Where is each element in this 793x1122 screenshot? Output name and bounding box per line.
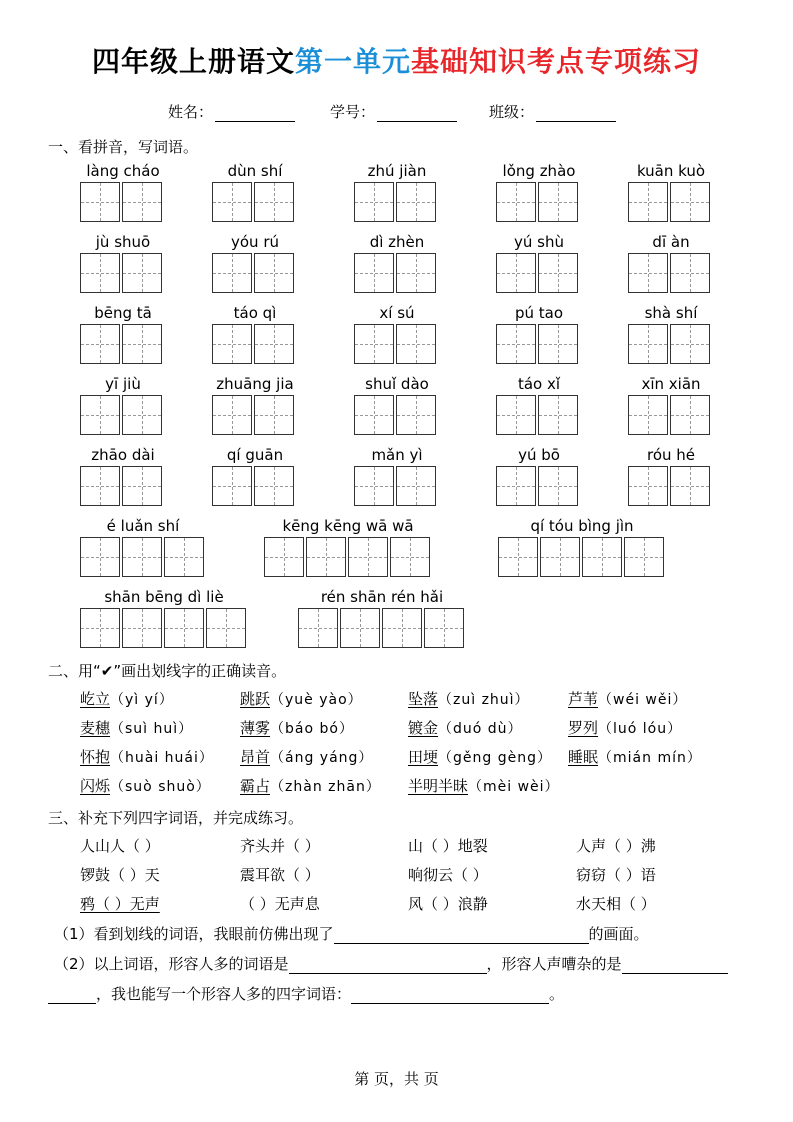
pronunciation-item[interactable] — [408, 688, 530, 709]
pinyin-label: bēng tā — [94, 304, 152, 322]
underlined-word: 霸占 — [240, 777, 271, 795]
pinyin-options[interactable]: （wéi wěi） — [598, 692, 688, 708]
idiom-item[interactable]: 水天相（ ） — [576, 895, 656, 913]
pronunciation-item[interactable] — [80, 775, 211, 796]
underlined-word: 芦苇 — [568, 690, 599, 708]
pinyin-label: zhú jiàn — [367, 162, 427, 180]
writing-box[interactable] — [496, 253, 536, 293]
writing-box[interactable] — [496, 395, 536, 435]
pinyin-label: shān bēng dì liè — [104, 588, 224, 606]
writing-box[interactable] — [624, 537, 664, 577]
writing-boxes[interactable] — [354, 466, 438, 506]
writing-boxes[interactable] — [628, 253, 712, 293]
writing-box[interactable] — [80, 537, 120, 577]
writing-box[interactable] — [628, 253, 668, 293]
underlined-word: 屹立 — [80, 690, 111, 708]
pronunciation-item[interactable] — [568, 717, 682, 738]
pronunciation-item[interactable] — [568, 688, 687, 709]
writing-boxes[interactable] — [354, 253, 438, 293]
writing-box[interactable] — [212, 182, 252, 222]
writing-box[interactable] — [254, 253, 294, 293]
pinyin-label: kēng kēng wā wā — [282, 517, 414, 535]
writing-box[interactable] — [254, 182, 294, 222]
writing-box[interactable] — [122, 537, 162, 577]
writing-box[interactable] — [122, 466, 162, 506]
writing-box[interactable] — [538, 324, 578, 364]
pinyin-label: dī àn — [652, 233, 690, 251]
answer-blank[interactable] — [351, 987, 549, 1004]
idiom-item[interactable]: （ ）无声息 — [240, 895, 320, 913]
writing-boxes[interactable] — [354, 182, 438, 222]
pronunciation-item[interactable] — [568, 746, 702, 767]
answer-blank[interactable] — [334, 927, 589, 944]
writing-boxes[interactable] — [496, 324, 580, 364]
underlined-word: 睡眠 — [568, 748, 599, 766]
underlined-word: 罗列 — [568, 719, 599, 737]
writing-box[interactable] — [340, 608, 380, 648]
section1-heading: 一、看拼音，写词语。 — [48, 138, 199, 156]
page-footer: 第 页，共 页 — [354, 1070, 439, 1088]
writing-boxes[interactable] — [628, 395, 712, 435]
writing-box[interactable] — [306, 537, 346, 577]
writing-boxes[interactable] — [498, 537, 666, 577]
class-field[interactable]: 班级： — [489, 101, 616, 122]
writing-box[interactable] — [582, 537, 622, 577]
writing-box[interactable] — [424, 608, 464, 648]
writing-box[interactable] — [396, 324, 436, 364]
writing-box[interactable] — [254, 466, 294, 506]
writing-box[interactable] — [496, 466, 536, 506]
question-2-cont: ，我也能写一个形容人多的四字词语： 。 — [48, 983, 564, 1004]
idiom-item[interactable]: 震耳欲（ ） — [240, 866, 320, 884]
writing-box[interactable] — [538, 466, 578, 506]
pinyin-options[interactable]: （huài huái） — [110, 750, 214, 766]
pinyin-label: yú bō — [518, 446, 560, 464]
writing-box[interactable] — [396, 466, 436, 506]
idiom-item[interactable]: 人山人（ ） — [80, 837, 160, 855]
writing-box[interactable] — [396, 182, 436, 222]
pronunciation-item[interactable] — [80, 688, 174, 709]
underlined-word: 坠落 — [408, 690, 439, 708]
pinyin-label: yóu rú — [230, 233, 279, 251]
pinyin-label: táo xǐ — [517, 375, 561, 393]
writing-box[interactable] — [670, 253, 710, 293]
writing-box[interactable] — [212, 324, 252, 364]
writing-box[interactable] — [354, 395, 394, 435]
question-1: （1）看到划线的词语，我眼前仿佛出现了 的画面。 — [54, 925, 649, 943]
underlined-word: 镀金 — [408, 719, 439, 737]
idiom-item[interactable]: 鸦（ ）无声 — [80, 895, 160, 913]
writing-boxes[interactable] — [628, 466, 712, 506]
pronunciation-item[interactable] — [408, 717, 523, 738]
student-id-field[interactable]: 学号： — [330, 101, 457, 122]
writing-boxes[interactable] — [354, 324, 438, 364]
pinyin-options[interactable]: （zuì zhuì） — [438, 692, 530, 708]
idiom-item[interactable]: 窃窃（ ）语 — [576, 866, 656, 884]
pinyin-label: zhāo dài — [91, 446, 155, 464]
pinyin-options[interactable]: （mián mín） — [598, 750, 702, 766]
pinyin-options[interactable]: （gěng gèng） — [438, 750, 552, 766]
writing-box[interactable] — [670, 324, 710, 364]
writing-boxes[interactable] — [212, 182, 296, 222]
pinyin-options[interactable]: （yì yí） — [110, 692, 174, 708]
writing-box[interactable] — [80, 466, 120, 506]
pinyin-options[interactable]: （báo bó） — [270, 721, 354, 737]
answer-blank[interactable] — [48, 987, 96, 1004]
writing-box[interactable] — [354, 466, 394, 506]
idiom-item[interactable]: 锣鼓（ ）天 — [80, 866, 160, 884]
writing-box[interactable] — [538, 182, 578, 222]
writing-box[interactable] — [122, 253, 162, 293]
writing-boxes[interactable] — [496, 182, 580, 222]
writing-boxes[interactable] — [80, 466, 164, 506]
writing-box[interactable] — [80, 182, 120, 222]
writing-box[interactable] — [354, 253, 394, 293]
pinyin-options[interactable]: （mèi wèi） — [468, 779, 560, 795]
writing-box[interactable] — [670, 466, 710, 506]
writing-box[interactable] — [264, 537, 304, 577]
writing-boxes[interactable] — [80, 608, 248, 648]
writing-box[interactable] — [298, 608, 338, 648]
writing-boxes[interactable] — [80, 537, 206, 577]
pronunciation-item[interactable] — [408, 775, 560, 796]
pronunciation-item[interactable] — [240, 717, 354, 738]
writing-box[interactable] — [538, 395, 578, 435]
writing-box[interactable] — [496, 182, 536, 222]
writing-box[interactable] — [212, 395, 252, 435]
writing-box[interactable] — [80, 324, 120, 364]
question-2: （2）以上词语，形容人多的词语是 ，形容人声嘈杂的是 — [54, 953, 728, 974]
writing-box[interactable] — [80, 395, 120, 435]
writing-box[interactable] — [348, 537, 388, 577]
writing-box[interactable] — [498, 537, 538, 577]
writing-box[interactable] — [122, 324, 162, 364]
pinyin-options[interactable]: （duó dù） — [438, 721, 523, 737]
pinyin-options[interactable]: （luó lóu） — [598, 721, 683, 737]
writing-box[interactable] — [122, 395, 162, 435]
pinyin-options[interactable]: （áng yáng） — [270, 750, 374, 766]
writing-boxes[interactable] — [212, 324, 296, 364]
writing-box[interactable] — [496, 324, 536, 364]
pinyin-label: dùn shí — [227, 162, 283, 180]
writing-box[interactable] — [382, 608, 422, 648]
writing-box[interactable] — [164, 537, 204, 577]
writing-boxes[interactable] — [212, 253, 296, 293]
answer-blank[interactable] — [289, 957, 487, 974]
writing-box[interactable] — [540, 537, 580, 577]
writing-box[interactable] — [354, 324, 394, 364]
pinyin-label: zhuāng jia — [216, 375, 294, 393]
underlined-word: 跳跃 — [240, 690, 271, 708]
writing-boxes[interactable] — [628, 182, 712, 222]
writing-boxes[interactable] — [264, 537, 432, 577]
pinyin-label: lǒng zhào — [502, 162, 576, 180]
writing-box[interactable] — [628, 395, 668, 435]
writing-boxes[interactable] — [212, 395, 296, 435]
writing-box[interactable] — [390, 537, 430, 577]
writing-boxes[interactable] — [628, 324, 712, 364]
pinyin-label: làng cháo — [86, 162, 160, 180]
writing-box[interactable] — [80, 608, 120, 648]
pinyin-label: yú shù — [514, 233, 564, 251]
writing-boxes[interactable] — [496, 466, 580, 506]
pinyin-label: qí tóu bìng jìn — [530, 517, 634, 535]
pinyin-label: táo qì — [233, 304, 277, 322]
pinyin-options[interactable]: （yuè yào） — [270, 692, 363, 708]
writing-box[interactable] — [254, 395, 294, 435]
underlined-word: 怀抱 — [80, 748, 111, 766]
pronunciation-item[interactable] — [240, 746, 373, 767]
pinyin-label: rén shān rén hǎi — [320, 588, 444, 606]
pinyin-label: qí guān — [226, 446, 284, 464]
underlined-word: 薄雾 — [240, 719, 271, 737]
pinyin-label: kuān kuò — [636, 162, 706, 180]
section2-heading: 二、用“✔”画出划线字的正确读音。 — [48, 662, 287, 680]
idiom-item[interactable]: 风（ ）浪静 — [408, 895, 488, 913]
page-title: 四年级上册语文第一单元基础知识考点专项练习 — [91, 45, 702, 78]
idiom-item[interactable]: 响彻云（ ） — [408, 866, 488, 884]
pronunciation-item[interactable] — [80, 717, 193, 738]
pinyin-options[interactable]: （suì huì） — [110, 721, 194, 737]
writing-box[interactable] — [206, 608, 246, 648]
pinyin-label: shuǐ dào — [365, 375, 429, 393]
writing-box[interactable] — [670, 182, 710, 222]
pronunciation-item[interactable] — [408, 746, 552, 767]
writing-box[interactable] — [628, 182, 668, 222]
writing-box[interactable] — [212, 466, 252, 506]
underlined-word: 半明半昧 — [408, 777, 469, 795]
pronunciation-item[interactable] — [80, 746, 214, 767]
pinyin-label: jù shuō — [95, 233, 151, 251]
pinyin-options[interactable]: （suò shuò） — [110, 779, 211, 795]
pinyin-label: róu hé — [646, 446, 696, 464]
writing-box[interactable] — [670, 395, 710, 435]
underlined-word: 麦穗 — [80, 719, 111, 737]
writing-boxes[interactable] — [496, 253, 580, 293]
answer-blank[interactable] — [622, 957, 728, 974]
underlined-word: 昂首 — [240, 748, 271, 766]
writing-boxes[interactable] — [80, 324, 164, 364]
pinyin-label: mǎn yì — [371, 446, 423, 464]
pinyin-label: é luǎn shí — [106, 517, 180, 535]
pinyin-label: xīn xiān — [641, 375, 701, 393]
writing-box[interactable] — [396, 395, 436, 435]
idiom-item[interactable]: 山（ ）地裂 — [408, 837, 488, 855]
writing-box[interactable] — [80, 253, 120, 293]
underlined-word: 田埂 — [408, 748, 439, 766]
idiom-item[interactable]: 齐头并（ ） — [240, 837, 320, 855]
writing-box[interactable] — [538, 253, 578, 293]
writing-boxes[interactable] — [80, 182, 164, 222]
writing-boxes[interactable] — [212, 466, 296, 506]
writing-box[interactable] — [254, 324, 294, 364]
writing-box[interactable] — [164, 608, 204, 648]
pinyin-label: yī jiù — [105, 375, 141, 393]
writing-box[interactable] — [628, 324, 668, 364]
writing-box[interactable] — [628, 466, 668, 506]
writing-boxes[interactable] — [298, 608, 466, 648]
pinyin-label: dì zhèn — [369, 233, 425, 251]
writing-boxes[interactable] — [80, 253, 164, 293]
writing-box[interactable] — [212, 253, 252, 293]
pinyin-label: shà shí — [644, 304, 698, 322]
writing-box[interactable] — [354, 182, 394, 222]
pinyin-label: xí sú — [379, 304, 415, 322]
pronunciation-item[interactable] — [240, 688, 363, 709]
section3-heading: 三、补充下列四字词语，并完成练习。 — [48, 809, 304, 827]
pinyin-options[interactable]: （zhàn zhān） — [270, 779, 381, 795]
name-field[interactable]: 姓名： — [168, 101, 295, 122]
pronunciation-item[interactable] — [240, 775, 381, 796]
writing-boxes[interactable] — [354, 395, 438, 435]
writing-box[interactable] — [122, 182, 162, 222]
pinyin-label: pú tao — [514, 304, 564, 322]
writing-box[interactable] — [122, 608, 162, 648]
writing-boxes[interactable] — [496, 395, 580, 435]
writing-boxes[interactable] — [80, 395, 164, 435]
idiom-item[interactable]: 人声（ ）沸 — [576, 837, 656, 855]
underlined-word: 闪烁 — [80, 777, 111, 795]
writing-box[interactable] — [396, 253, 436, 293]
